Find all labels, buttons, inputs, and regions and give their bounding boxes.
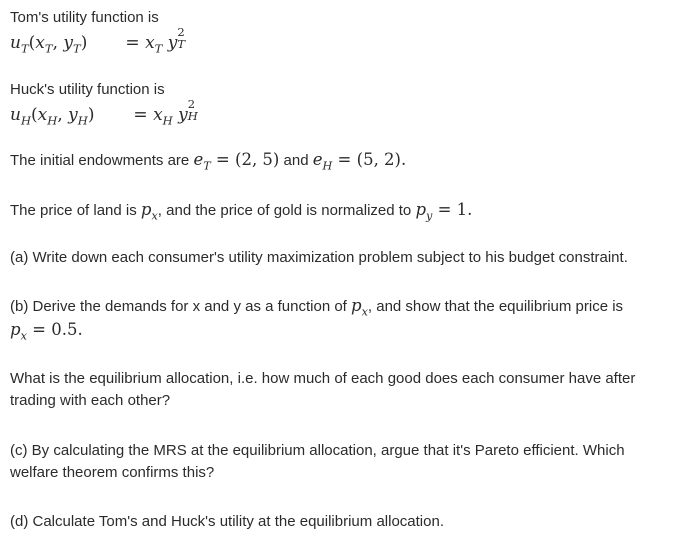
prices-line bbox=[10, 199, 675, 222]
prices-mid: , and the price of gold is normalized to bbox=[157, 202, 412, 219]
price-gold-equation: $p_y = 1$. bbox=[415, 200, 473, 223]
part-d bbox=[10, 511, 675, 533]
prices-pre: The price of land is bbox=[10, 202, 137, 219]
part-b bbox=[10, 295, 675, 318]
endowment-tom: $e_T = (2$, 5) bbox=[193, 150, 280, 173]
endowment-huck: $e_H = (5$, 2). bbox=[312, 150, 407, 173]
huck-utility-lhs: $u_H(x_H$, $y_H$) bbox=[10, 105, 95, 128]
part-d-text: (d) Calculate Tom's and Huck's utility at the equilibrium allocation. bbox=[10, 513, 444, 530]
tom-utility-equation bbox=[10, 24, 186, 56]
endowments-pre: The initial endowments are bbox=[10, 152, 190, 169]
part-b-equation-line bbox=[10, 319, 675, 342]
part-c-text: (c) By calculating the MRS at the equilibrium allocation, argue that it's Pareto efficient. Which welfare theorem confirms this? bbox=[10, 442, 625, 481]
tom-utility-rhs: = $x_T$ y 2 T bbox=[125, 24, 186, 56]
part-b-equilibrium-price: $p_x = 0.5$. bbox=[10, 320, 83, 343]
huck-utility-equation bbox=[10, 96, 198, 128]
part-b-post: , and show that the equilibrium price is bbox=[367, 298, 624, 315]
part-a-text: (a) Write down each consumer's utility maximization problem subject to his budget constraint. bbox=[10, 249, 628, 266]
endowments-and: and bbox=[283, 152, 309, 169]
part-b-pre: (b) Derive the demands for x and y as a function of bbox=[10, 298, 347, 315]
tom-utility-intro-text: Tom's utility function is bbox=[10, 9, 159, 26]
equilibrium-allocation-text: What is the equilibrium allocation, i.e. how much of each good does each consumer have after trading with each other? bbox=[10, 370, 636, 409]
tom-utility-intro bbox=[10, 7, 675, 29]
part-a bbox=[10, 247, 675, 269]
tom-utility-lhs: $u_T(x_T$, $y_T$) bbox=[10, 33, 88, 56]
part-c bbox=[10, 440, 669, 484]
huck-utility-rhs: = $x_H$ y 2 H bbox=[133, 96, 198, 128]
price-land-symbol: $p_x$ bbox=[140, 200, 158, 223]
endowments-line bbox=[10, 149, 675, 172]
part-b-price-symbol: $p_x$ bbox=[351, 296, 368, 319]
equilibrium-allocation-question bbox=[10, 368, 677, 412]
huck-utility-intro-text: Huck's utility function is bbox=[10, 81, 165, 98]
huck-utility-intro bbox=[10, 79, 675, 101]
